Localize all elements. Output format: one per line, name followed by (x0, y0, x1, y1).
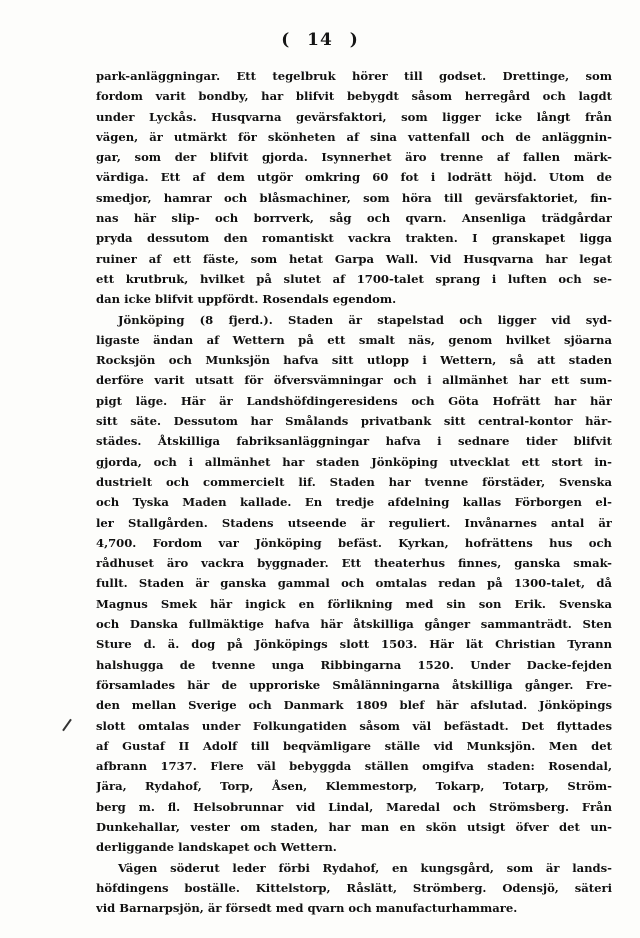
text-line: Sture d. ä. dog på Jönköpings slott 1503. Här lät Christian Tyrann (96, 637, 612, 652)
text-line: under Lyckås. Husqvarna gevärsfaktori, som ligger icke långt från (96, 109, 612, 124)
text-line: derliggande landskapet och Wettern. (96, 840, 337, 855)
text-line: församlades här de upproriske Smålänningarna åtskilliga gånger. Fre- (96, 677, 612, 692)
text-line: berg m. fl. Helsobrunnar vid Lindal, Maredal och Strömsberg. Från (96, 799, 612, 814)
body-text (96, 66, 612, 918)
text-line: och Danska fullmäktige hafva här åtskilliga gånger sammanträdt. Sten (96, 617, 612, 632)
text-line: gjorda, och i allmänhet har staden Jönköping utvecklat ett stort in- (96, 454, 612, 469)
text-line: afbrann 1737. Flere väl bebyggda ställen omgifva staden: Rosendal, (96, 759, 612, 774)
text-line: vid Barnarpsjön, är försedt med qvarn och manufacturhammare. (96, 901, 518, 916)
text-line: dan icke blifvit uppfördt. Rosendals egendom. (96, 292, 397, 307)
text-line: park-anläggningar. Ett tegelbruk hörer till godset. Drettinge, som (96, 69, 612, 83)
text-line: slott omtalas under Folkungatiden såsom väl befästadt. Det flyttades (96, 718, 612, 733)
text-line: derföre varit utsatt för öfversvämningar och i allmänhet har ett sum- (96, 373, 612, 388)
text-line: höfdingens boställe. Kittelstorp, Råslätt, Strömberg. Odensjö, säteri (96, 880, 612, 895)
text-line: fullt. Staden är ganska gammal och omtalas redan på 1300-talet, då (96, 576, 612, 591)
text-line: fordom varit bondby, har blifvit bebygdt såsom herregård och lagdt (96, 89, 612, 104)
text-line: Jära, Rydahof, Torp, Åsen, Klemmestorp, Tokarp, Totarp, Ström- (96, 779, 612, 794)
text-line: af Gustaf II Adolf till beqvämligare ställe vid Munksjön. Men det (96, 738, 612, 753)
text-line: pigt läge. Här är Landshöfdingeresidens och Göta Hofrätt har här (96, 393, 612, 408)
text-line: Rocksjön och Munksjön hafva sitt utlopp i Wettern, så att staden (96, 353, 612, 368)
text-line: värdiga. Ett af dem utgör omkring 60 fot i lodrätt höjd. Utom de (96, 170, 612, 185)
text-line: gar, som der blifvit gjorda. Isynnerhet äro trenne af fallen märk- (96, 150, 612, 165)
text-line: vägen, är utmärkt för skönheten af sina vattenfall och de anläggnin- (96, 129, 612, 144)
text-line: sitt säte. Dessutom har Smålands privatbank sitt central-kontor här- (96, 414, 612, 429)
text-line: städes. Åtskilliga fabriksanläggningar hafva i sednare tider blifvit (96, 434, 612, 449)
text-line: och Tyska Maden kallade. En tredje afdelning kallas Förborgen el- (96, 495, 612, 510)
text-line: nas här slip- och borrverk, såg och qvarn. Ansenliga trädgårdar (96, 211, 612, 226)
page-number: ( 14 ) (281, 30, 359, 50)
text-line: rådhuset äro vackra byggnader. Ett theaterhus finnes, ganska smak- (96, 556, 612, 571)
text-line: ligaste ändan af Wettern på ett smalt näs, genom hvilket sjöarna (96, 332, 612, 347)
text-line: ett krutbruk, hvilket på slutet af 1700-talet sprang i luften och se- (96, 271, 612, 286)
text-line: Magnus Smek här ingick en förlikning med sin son Erik. Svenska (96, 596, 612, 611)
text-line: Vägen söderut leder förbi Rydahof, en kungsgård, som är lands- (118, 860, 612, 875)
text-line: Jönköping (8 fjerd.). Staden är stapelstad och ligger vid syd- (118, 312, 612, 327)
text-line: ler Stallgården. Stadens utseende är reguliert. Invånarnes antal är (96, 515, 612, 530)
text-line: smedjor, hamrar och blåsmachiner, som höra till gevärsfaktoriet, fin- (96, 190, 612, 205)
text-line: ruiner af ett fäste, som hetat Garpa Wall. Vid Husqvarna har legat (96, 251, 612, 266)
text-line: halshugga de tvenne unga Ribbingarna 1520. Under Dacke-fejden (96, 657, 612, 672)
text-line: 4,700. Fordom var Jönköping befäst. Kyrkan, hofrättens hus och (96, 535, 612, 550)
margin-pencil-mark (62, 719, 72, 732)
text-line: Dunkehallar, vester om staden, har man en skön utsigt öfver det un- (96, 819, 612, 834)
text-line: pryda dessutom den romantiskt vackra trakten. I granskapet ligga (96, 231, 612, 246)
text-line: den mellan Sverige och Danmark 1809 blef här afslutad. Jönköpings (96, 698, 612, 713)
text-line: dustrielt och commercielt lif. Staden har tvenne förstäder, Svenska (96, 474, 612, 489)
